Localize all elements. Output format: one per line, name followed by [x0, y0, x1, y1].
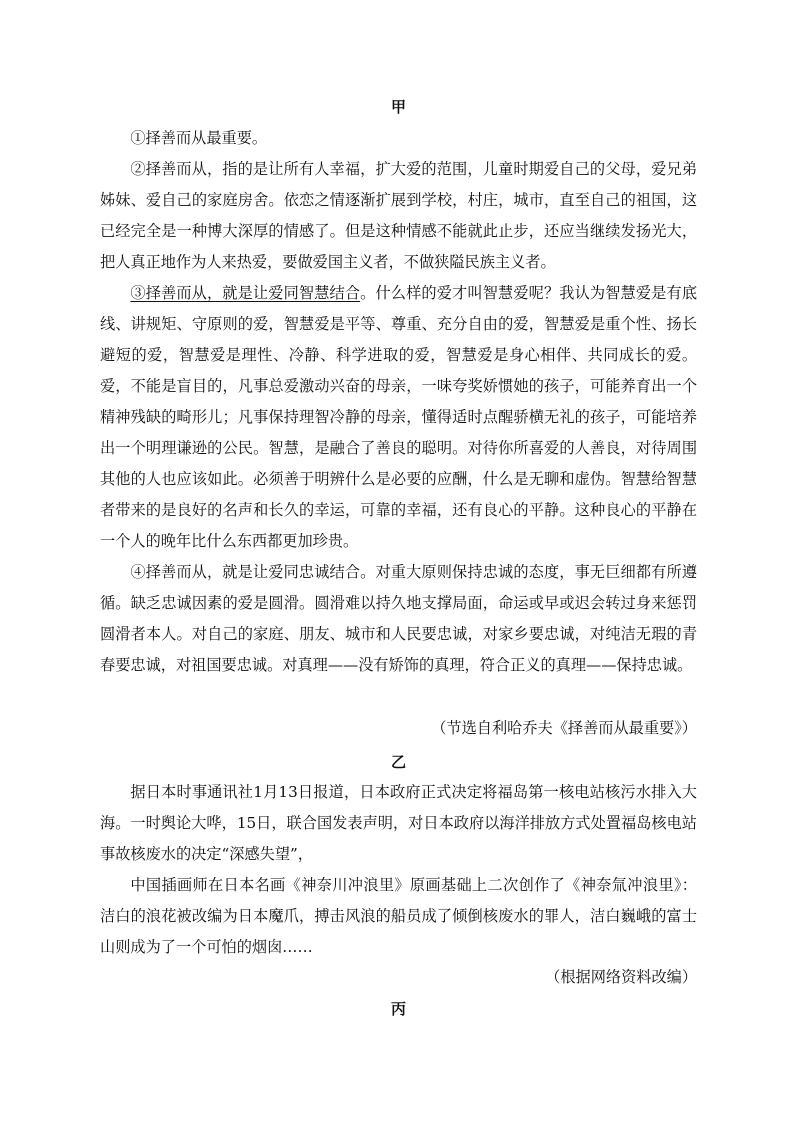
underlined-thesis: ③择善而从，就是让爱同智慧结合: [130, 284, 361, 302]
paragraph-yi-2: 中国插画师在日本名画《神奈川冲浪里》原画基础上二次创作了《神奈氚冲浪里》：洁白的浪花被改编为日本魔爪，搏击风浪的船员成了倾倒核废水的罪人，洁白巍峨的富士山则成为了一个可怕的烟囱……: [100, 876, 697, 956]
section-heading-bing: 丙: [390, 1000, 406, 1018]
source-note-jia: （节选自利哈乔夫《择善而从最重要》）: [431, 719, 697, 737]
paragraph-yi-1: 据日本时事通讯社1月13日报道，日本政府正式决定将福岛第一核电站核污水排入大海。一时舆论大哗，15日，联合国发表声明，对日本政府以海洋排放方式处置福岛核电站事故核废水的决定“深感失望”，: [100, 783, 697, 863]
paragraph-jia-3-rest: 。什么样的爱才叫智慧爱呢？我认为智慧爱是有底线、讲规矩、守原则的爱，智慧爱是平等、尊重、充分自由的爱，智慧爱是重个性、扬长避短的爱，智慧爱是理性、冷静、科学进取的爱，智慧爱是身心相伴、共同成长的爱。爱，不能是盲目的，凡事总爱激动兴奋的母亲，一味夸奖娇惯她的孩子，可能养育出一个精神残缺的畸形儿；凡事保持理智冷静的母亲，懂得适时点醒骄横无礼的孩子，可能培养出一个明理谦逊的公民。智慧，是融合了善良的聪明。对待你所喜爱的人善良，对待周围其他的人也应该如此。必须善于明辨什么是必要的应酬，什么是无聊和虚伪。智慧给智慧者带来的是良好的名声和长久的幸运，可靠的幸福，还有良心的平静。这种良心的平静在一个人的晚年比什么东西都更加珍贵。: [100, 284, 698, 550]
source-note-yi: （根据网络资料改编）: [545, 968, 697, 986]
paragraph-jia-1: ①择善而从最重要。: [130, 129, 268, 147]
section-heading-yi: 乙: [390, 753, 406, 771]
section-heading-jia: 甲: [390, 98, 406, 116]
paragraph-jia-2: ②择善而从，指的是让所有人幸福，扩大爱的范围，儿童时期爱自己的父母，爱兄弟姊妹、爱自己的家庭房舍。依恋之情逐渐扩展到学校，村庄，城市，直至自己的祖国，这已经完全是一种博大深厚的情感了。但是这种情感不能就此止步，还应当继续发扬光大，把人真正地作为人来热爱，要做爱国主义者，不做狭隘民族主义者。: [100, 160, 697, 271]
paragraph-jia-4: ④择善而从，就是让爱同忠诚结合。对重大原则保持忠诚的态度，事无巨细都有所遵循。缺乏忠诚因素的爱是圆滑。圆滑难以持久地支撑局面，命运或早或迟会转过身来惩罚圆滑者本人。对自己的家庭、朋友、城市和人民要忠诚，对家乡要忠诚，对纯洁无瑕的青春要忠诚，对祖国要忠诚。对真理——没有矫饰的真理，符合正义的真理——保持忠诚。: [100, 563, 697, 674]
paragraph-jia-3: [100, 278, 697, 557]
